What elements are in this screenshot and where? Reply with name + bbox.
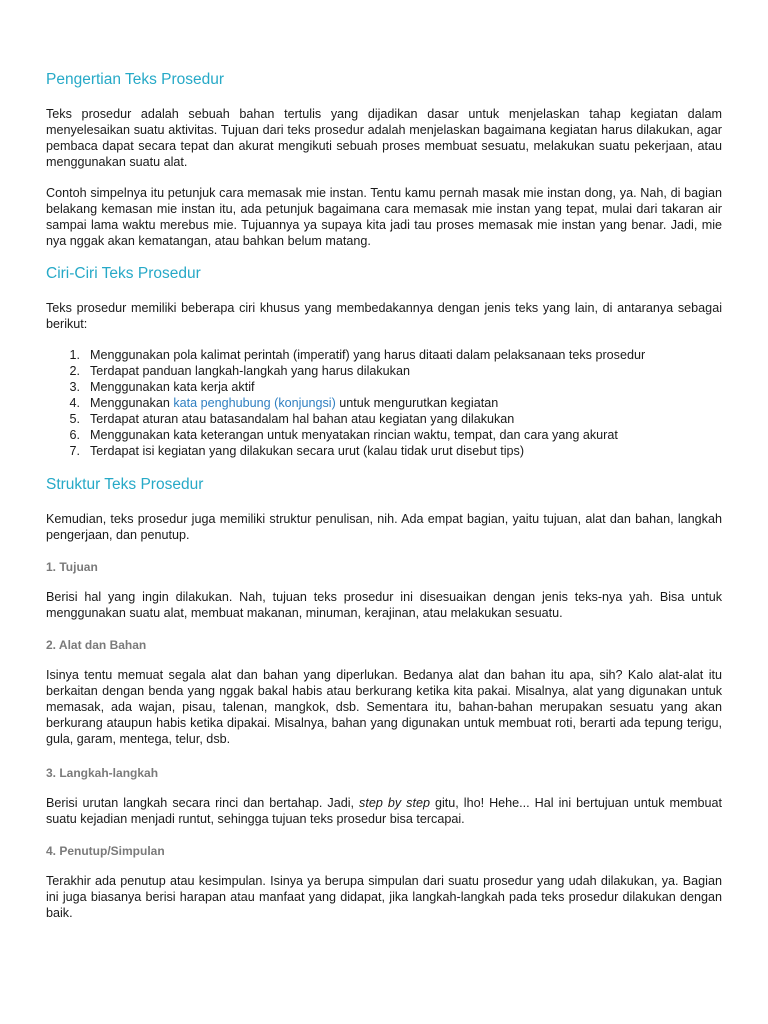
list-text-before: Menggunakan bbox=[90, 396, 174, 410]
paragraph-penutup: Terakhir ada penutup atau kesimpulan. Isinya ya berupa simpulan dari suatu prosedur yang udah dilakukan, ya. Bagian ini juga biasanya berisi harapan atau manfaat yang didapat, jika langkah-langkah pada teks prosedur dilakukan dengan baik. bbox=[46, 874, 722, 920]
paragraph-pengertian-2: Contoh simpelnya itu petunjuk cara memasak mie instan. Tentu kamu pernah masak mie instan dong, ya. Nah, di bagian belakang kemasan mie instan itu, ada petunjuk bagaimana cara memasak mie instan yang tepat, mulai dari takaran air sampai lama waktu merebus mie. Tujuannya ya supaya kita jadi tau proses memasak mie instan yang benar. Jadi, mie nya nggak akan kematangan, atau bahkan belum matang. bbox=[46, 186, 722, 248]
list-text: Menggunakan kata kerja aktif bbox=[90, 380, 255, 394]
list-number: 5. bbox=[69, 412, 80, 426]
list-number: 2. bbox=[69, 364, 80, 378]
paragraph-tujuan: Berisi hal yang ingin dilakukan. Nah, tujuan teks prosedur ini disesuaikan dengan jenis teks-nya yah. Bisa untuk menggunakan suatu alat, membuat makanan, minuman, kerajinan, atau melakukan sesuatu. bbox=[46, 590, 722, 620]
list-text: Terdapat panduan langkah-langkah yang harus dilakukan bbox=[90, 364, 410, 378]
subheading-alat-bahan: 2. Alat dan Bahan bbox=[46, 638, 147, 652]
list-text bbox=[90, 395, 498, 411]
subheading-penutup: 4. Penutup/Simpulan bbox=[46, 844, 165, 858]
list-number: 6. bbox=[69, 428, 80, 442]
konjungsi-link[interactable]: kata penghubung (konjungsi) bbox=[173, 396, 336, 410]
paragraph-ciri-intro: Teks prosedur memiliki beberapa ciri khusus yang membedakannya dengan jenis teks yang lain, di antaranya sebagai berikut: bbox=[46, 301, 722, 331]
paragraph-pengertian-1: Teks prosedur adalah sebuah bahan tertulis yang dijadikan dasar untuk menjelaskan tahap kegiatan dalam menyelesaikan suatu aktivitas. Tujuan dari teks prosedur adalah menjelaskan bagaimana kegiatan harus dilakukan, agar pembaca dapat secara tepat dan akurat mengikuti sebuah proses membuat sesuatu, melakukan suatu pekerjaan, atau menggunakan suatu alat. bbox=[46, 107, 722, 169]
list-number: 7. bbox=[69, 444, 80, 458]
list-text: Terdapat isi kegiatan yang dilakukan secara urut (kalau tidak urut disebut tips) bbox=[90, 444, 525, 458]
heading-ciri-ciri: Ciri-Ciri Teks Prosedur bbox=[46, 265, 201, 282]
paragraph-alat-bahan: Isinya tentu memuat segala alat dan bahan yang diperlukan. Bedanya alat dan bahan itu apa, sih? Kalo alat-alat itu berkaitan dengan benda yang nggak bakal habis atau berkurang ketika kita pakai. Misalnya, alat yang digunakan untuk memasak, ada wajan, pisau, talenan, mangkok, dsb. Sementara itu, bahan-bahan merupakan sesuatu yang akan berkurang ataupun habis ketika dipakai. Misalnya, bahan yang digunakan untuk membuat roti, berarti ada tepung terigu, gula, garam, mentega, telur, dsb. bbox=[46, 668, 722, 746]
list-text: Terdapat aturan atau batasandalam hal bahan atau kegiatan yang dilakukan bbox=[90, 412, 515, 426]
subheading-tujuan: 1. Tujuan bbox=[46, 560, 98, 574]
heading-pengertian: Pengertian Teks Prosedur bbox=[46, 71, 225, 88]
list-text-after: untuk mengurutkan kegiatan bbox=[335, 396, 499, 410]
paragraph-struktur-intro: Kemudian, teks prosedur juga memiliki struktur penulisan, nih. Ada empat bagian, yaitu tujuan, alat dan bahan, langkah pengerjaan, dan penutup. bbox=[46, 512, 722, 542]
subheading-langkah: 3. Langkah-langkah bbox=[46, 766, 159, 780]
heading-struktur: Struktur Teks Prosedur bbox=[46, 476, 204, 493]
list-number: 3. bbox=[69, 380, 80, 394]
list-number: 4. bbox=[69, 396, 80, 410]
langkah-italic: step by step bbox=[359, 796, 430, 810]
list-text: Menggunakan pola kalimat perintah (imperatif) yang harus ditaati dalam pelaksanaan teks prosedur bbox=[90, 348, 646, 362]
langkah-text-before: Berisi urutan langkah secara rinci dan bertahap. Jadi, bbox=[46, 796, 360, 810]
langkah-text-after: gitu, lho! Hehe... Hal ini bertujuan untuk membuat suatu kejadian menjadi runtut, sehingga tujuan teks prosedur bisa tercapai. bbox=[46, 796, 722, 826]
list-text: Menggunakan kata keterangan untuk menyatakan rincian waktu, tempat, dan cara yang akurat bbox=[90, 428, 618, 442]
paragraph-langkah bbox=[46, 795, 722, 827]
list-number: 1. bbox=[69, 348, 80, 362]
